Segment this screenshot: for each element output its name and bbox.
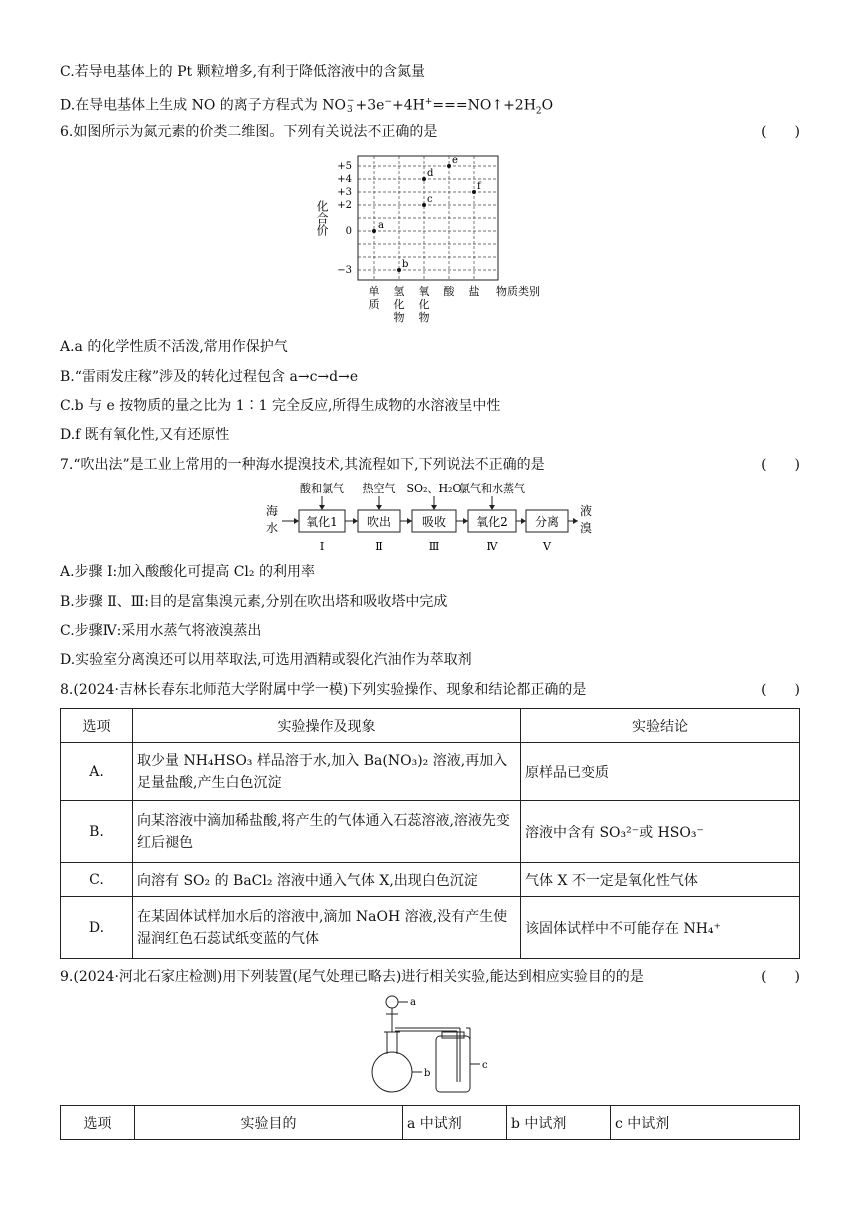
row-option: D.	[61, 897, 133, 959]
flow-input-4: 氯气和水蒸气	[459, 482, 525, 495]
point-d-label: d	[427, 168, 434, 179]
point-a	[372, 229, 376, 233]
q6-option-d: D.f 既有氧化性,又有还原性	[60, 427, 230, 443]
point-a-label: a	[378, 220, 384, 231]
q5-product: ===NO↑+2H	[432, 97, 536, 114]
row-operation: 取少量 NH₄HSO₃ 样品溶于水,加入 Ba(NO₃)₂ 溶液,再加入足量盐酸,产生白色沉淀	[133, 743, 521, 801]
q6-option-b: B.“雷雨发庄稼”涉及的转化过程包含 a→c→d→e	[60, 369, 359, 385]
row-operation: 在某固体试样加水后的溶液中,滴加 NaOH 溶液,没有产生使湿润红色石蕊试纸变蓝的气体	[133, 897, 521, 959]
flow-input-1: 酸和氯气	[300, 482, 344, 495]
ytick-plus5: +5	[337, 161, 352, 172]
table-row	[61, 897, 800, 959]
ytick-minus3: −3	[337, 265, 352, 276]
xcat-2-c: 物	[418, 311, 430, 324]
xcat-4: 盐	[468, 285, 480, 298]
flow-roman-5: Ⅴ	[543, 540, 551, 553]
flow-end-2: 溴	[580, 521, 593, 535]
header-purpose: 实验目的	[135, 1106, 403, 1140]
q6-option-a: A.a 的化学性质不活泼,常用作保护气	[60, 339, 288, 355]
ytick-zero: 0	[345, 226, 352, 237]
nitrogen-valence-chart	[300, 148, 560, 328]
y-tick-labels	[337, 161, 352, 276]
q7-option-c: C.步骤Ⅳ:采用水蒸气将液溴蒸出	[60, 623, 262, 639]
point-e	[447, 164, 451, 168]
header-a-reagent: a 中试剂	[403, 1106, 507, 1140]
q6-option-c: C.b 与 e 按物质的量之比为 1∶1 完全反应,所得生成物的水溶液呈中性	[60, 398, 501, 414]
row-conclusion: 原样品已变质	[521, 743, 800, 801]
label-c: c	[482, 1060, 488, 1071]
q9-stem: 9.(2024·河北石家庄检测)用下列装置(尾气处理已略去)进行相关实验,能达到相应实验目的的是	[60, 969, 644, 985]
header-b-reagent: b 中试剂	[507, 1106, 611, 1140]
ytick-plus2: +2	[337, 200, 352, 211]
flow-step-3: 吸收	[421, 515, 447, 529]
label-b: b	[424, 1068, 431, 1079]
xcat-2-b: 化	[418, 298, 430, 311]
row-conclusion: 溶液中含有 SO₃²⁻或 HSO₃⁻	[521, 801, 800, 863]
flow-roman-2: Ⅱ	[375, 540, 383, 553]
xcat-2: 氧	[418, 285, 430, 298]
point-f	[472, 190, 476, 194]
row-operation: 向某溶液中滴加稀盐酸,将产生的气体通入石蕊溶液,溶液先变红后褪色	[133, 801, 521, 863]
header-operation: 实验操作及现象	[133, 709, 521, 743]
table-row	[61, 743, 800, 801]
q5-option-c: C.若导电基体上的 Pt 颗粒增多,有利于降低溶液中的含氮量	[60, 64, 426, 80]
flow-step-1: 氧化1	[306, 515, 338, 529]
header-c-reagent: c 中试剂	[611, 1106, 800, 1140]
flow-start-1: 海	[266, 504, 279, 518]
table-header-row	[61, 709, 800, 743]
flow-step-2: 吹出	[366, 515, 392, 529]
q5-proton: +4H	[392, 97, 425, 114]
q8-stem: 8.(2024·吉林长春东北师范大学附属中学一模)下列实验操作、现象和结论都正确的是	[60, 682, 587, 698]
q7-answer-blank: ( )	[761, 457, 800, 473]
q7-option-a: A.步骤 Ⅰ:加入酸酸化可提高 Cl₂ 的利用率	[60, 564, 315, 580]
q7-stem: 7.“吹出法”是工业上常用的一种海水提溴技术,其流程如下,下列说法不正确的是	[60, 457, 545, 473]
point-c	[422, 203, 426, 207]
point-c-label: c	[427, 194, 433, 205]
flask-b	[372, 1052, 412, 1092]
header-option: 选项	[61, 709, 133, 743]
q7-option-b: B.步骤 Ⅱ、Ⅲ:目的是富集溴元素,分别在吹出塔和吸收塔中完成	[60, 594, 448, 610]
flow-roman-4: Ⅳ	[486, 540, 498, 553]
flow-end-1: 液	[580, 504, 593, 518]
point-f-label: f	[477, 181, 481, 192]
q5-option-d: D.在导电基体上生成 NO 的离子方程式为 NO − 3 $+3e^-+4H^+===NO↑+2H_2O$	[60, 95, 554, 117]
x-axis-label: 物质类别	[496, 285, 540, 298]
xcat-1-b: 化	[393, 298, 405, 311]
q5-electron: +3e	[355, 97, 385, 114]
apparatus-diagram	[370, 992, 500, 1100]
q9-answer-blank: ( )	[761, 969, 800, 985]
table-header-row	[61, 1106, 800, 1140]
row-conclusion: 该固体试样中不可能存在 NH₄⁺	[521, 897, 800, 959]
row-option: C.	[61, 863, 133, 897]
flow-input-2: 热空气	[362, 482, 396, 495]
row-option: A.	[61, 743, 133, 801]
header-conclusion: 实验结论	[521, 709, 800, 743]
q5-option-d-text: D.在导电基体上生成 NO 的离子方程式为 NO	[60, 97, 346, 114]
x-category-labels	[369, 284, 541, 324]
xcat-3: 酸	[443, 285, 455, 298]
flow-roman-3: Ⅲ	[428, 540, 440, 553]
xcat-0-b: 质	[368, 298, 380, 311]
q7-option-d: D.实验室分离溴还可以用萃取法,可选用酒精或裂化汽油作为萃取剂	[60, 652, 472, 668]
flow-start-2: 水	[266, 521, 279, 535]
bottle-c	[436, 1036, 470, 1092]
ytick-plus4: +4	[337, 174, 352, 185]
flow-input-3: SO₂、H₂O	[406, 482, 462, 495]
ytick-plus3: +3	[337, 187, 352, 198]
q8-answer-blank: ( )	[761, 682, 800, 698]
funnel-bulb	[386, 996, 398, 1008]
point-b	[397, 268, 401, 272]
nitrate-charge: − 3	[346, 95, 355, 115]
q9-table	[60, 1105, 800, 1140]
label-a: a	[410, 997, 416, 1008]
row-operation: 向溶有 SO₂ 的 BaCl₂ 溶液中通入气体 X,出现白色沉淀	[133, 863, 521, 897]
bromine-flow-diagram	[262, 480, 602, 558]
row-conclusion: 气体 X 不一定是氧化性气体	[521, 863, 800, 897]
header-option: 选项	[61, 1106, 135, 1140]
y-axis-label: 化合价	[315, 200, 329, 236]
q5-water: O	[541, 97, 554, 114]
flow-step-4: 氧化2	[476, 515, 508, 529]
xcat-0: 单	[368, 285, 380, 298]
xcat-1: 氢	[393, 285, 405, 298]
table-row	[61, 801, 800, 863]
q8-table	[60, 708, 800, 959]
flow-roman-1: Ⅰ	[319, 540, 325, 553]
chart-points	[372, 155, 482, 272]
point-b-label: b	[402, 259, 409, 270]
table-row	[61, 863, 800, 897]
q6-answer-blank: ( )	[761, 124, 800, 140]
row-option: B.	[61, 801, 133, 863]
point-d	[422, 177, 426, 181]
q6-stem: 6.如图所示为氮元素的价类二维图。下列有关说法不正确的是	[60, 124, 438, 140]
xcat-1-c: 物	[393, 311, 405, 324]
point-e-label: e	[452, 155, 458, 166]
flow-step-5: 分离	[534, 515, 560, 529]
